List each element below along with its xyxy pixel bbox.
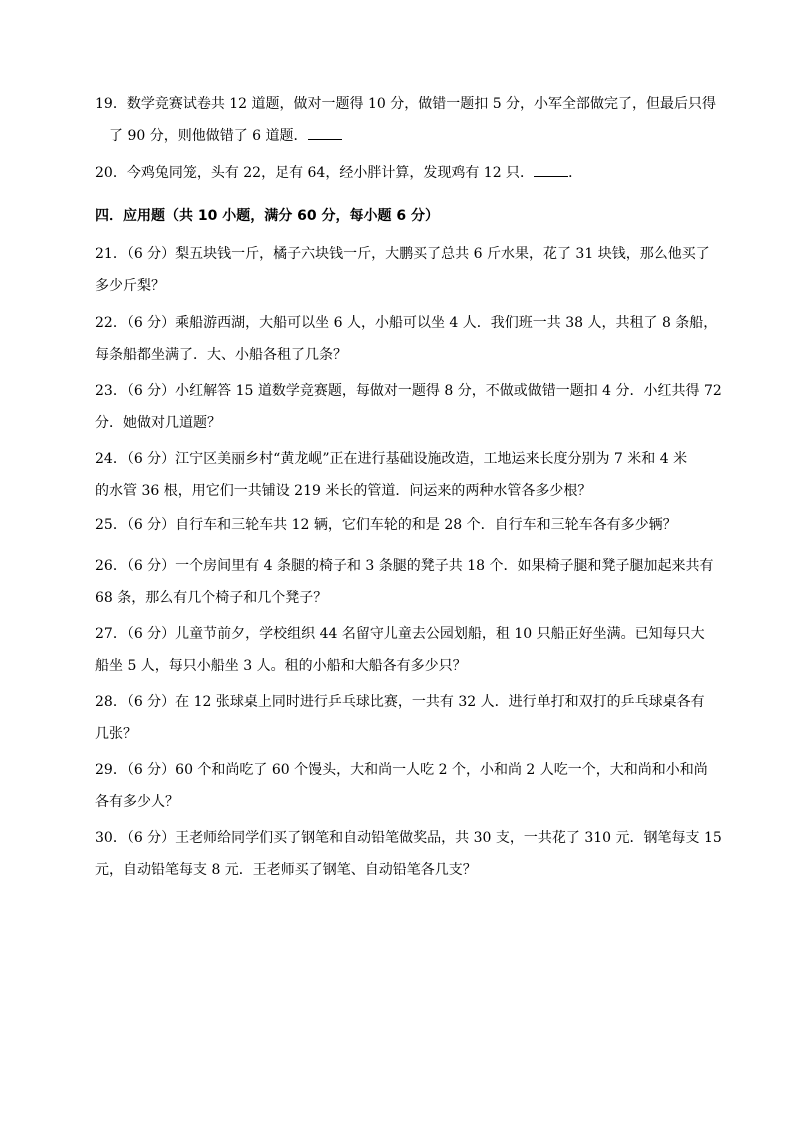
question-20-end: ． [568, 165, 583, 181]
question-19-line2-text: 了 90 分，则他做错了 6 道题． [109, 128, 308, 144]
question-25 [95, 509, 705, 541]
question-23 [95, 375, 722, 439]
question-26-line2: 68 条，那么有几个椅子和几个凳子？ [95, 590, 328, 606]
question-24-line2: 的水管 36 根，用它们一共铺设 219 米长的管道．问运来的两种水管各多少根？ [95, 483, 592, 499]
question-29 [95, 754, 708, 818]
question-19 [95, 88, 717, 152]
question-22-line1: 22．（6 分）乘船游西湖，大船可以坐 6 人，小船可以坐 4 人．我们班一共 38 人，共租了 8 条船， [95, 315, 718, 331]
question-22 [95, 307, 718, 371]
answer-blank-19[interactable] [308, 125, 342, 140]
question-28-line1: 28．（6 分）在 12 张球桌上同时进行乒乓球比赛，一共有 32 人．进行单打和双打的乒乓球桌各有 [95, 694, 705, 710]
question-24-line1: 24．（6 分）江宁区美丽乡村“黄龙岘”正在进行基础设施改造，工地运来长度分别为 7 米和 4 米 [95, 451, 688, 467]
answer-blank-20[interactable] [534, 162, 568, 177]
question-20 [95, 157, 705, 189]
question-21-line2: 多少斤梨？ [95, 278, 165, 294]
question-27-line2: 船坐 5 人，每只小船坐 3 人。租的小船和大船各有多少只？ [95, 658, 467, 674]
question-28-line2: 几张？ [95, 726, 137, 742]
question-19-line1: 19．数学竞赛试卷共 12 道题，做对一题得 10 分，做错一题扣 5 分，小军全部做完了，但最后只得 [95, 96, 717, 112]
section-4-title: 四．应用题（共 10 小题，满分 60 分，每小题 6 分） [95, 208, 439, 224]
question-29-line2: 各有多少人？ [95, 794, 179, 810]
question-23-line1: 23．（6 分）小红解答 15 道数学竞赛题，每做对一题得 8 分，不做或做错一题扣 4 分．小红共得 72 [95, 383, 722, 399]
question-30-line1: 30．（6 分）王老师给同学们买了钢笔和自动铅笔做奖品，共 30 支，一共花了 310 元．钢笔每支 15 [95, 830, 722, 846]
question-26 [95, 550, 714, 614]
question-26-line1: 26．（6 分）一个房间里有 4 条腿的椅子和 3 条腿的凳子共 18 个．如果椅子腿和凳子腿加起来共有 [95, 558, 714, 574]
question-21-line1: 21．（6 分）梨五块钱一斤，橘子六块钱一斤，大鹏买了总共 6 斤水果，花了 31 块钱，那么他买了 [95, 246, 710, 262]
question-19-line2 [95, 120, 705, 152]
question-25-line1: 25．（6 分）自行车和三轮车共 12 辆，它们车轮的和是 28 个．自行车和三轮车各有多少辆？ [95, 517, 677, 533]
question-27-line1: 27．（6 分）儿童节前夕，学校组织 44 名留守儿童去公园划船，租 10 只船正好坐满。已知每只大 [95, 626, 705, 642]
question-30 [95, 822, 722, 886]
question-21 [95, 238, 710, 302]
question-30-line2: 元，自动铅笔每支 8 元．王老师买了钢笔、自动铅笔各几支？ [95, 862, 477, 878]
question-27 [95, 618, 705, 682]
question-20-text: 20．今鸡兔同笼，头有 22，足有 64，经小胖计算，发现鸡有 12 只． [95, 165, 535, 181]
question-23-line2: 分．她做对几道题？ [95, 415, 221, 431]
question-20-line1 [95, 157, 705, 189]
question-22-line2: 每条船都坐满了．大、小船各租了几条？ [95, 347, 347, 363]
question-24 [95, 443, 705, 507]
question-29-line1: 29．（6 分）60 个和尚吃了 60 个馒头，大和尚一人吃 2 个，小和尚 2 人吃一个，大和尚和小和尚 [95, 762, 708, 778]
question-28 [95, 686, 705, 750]
